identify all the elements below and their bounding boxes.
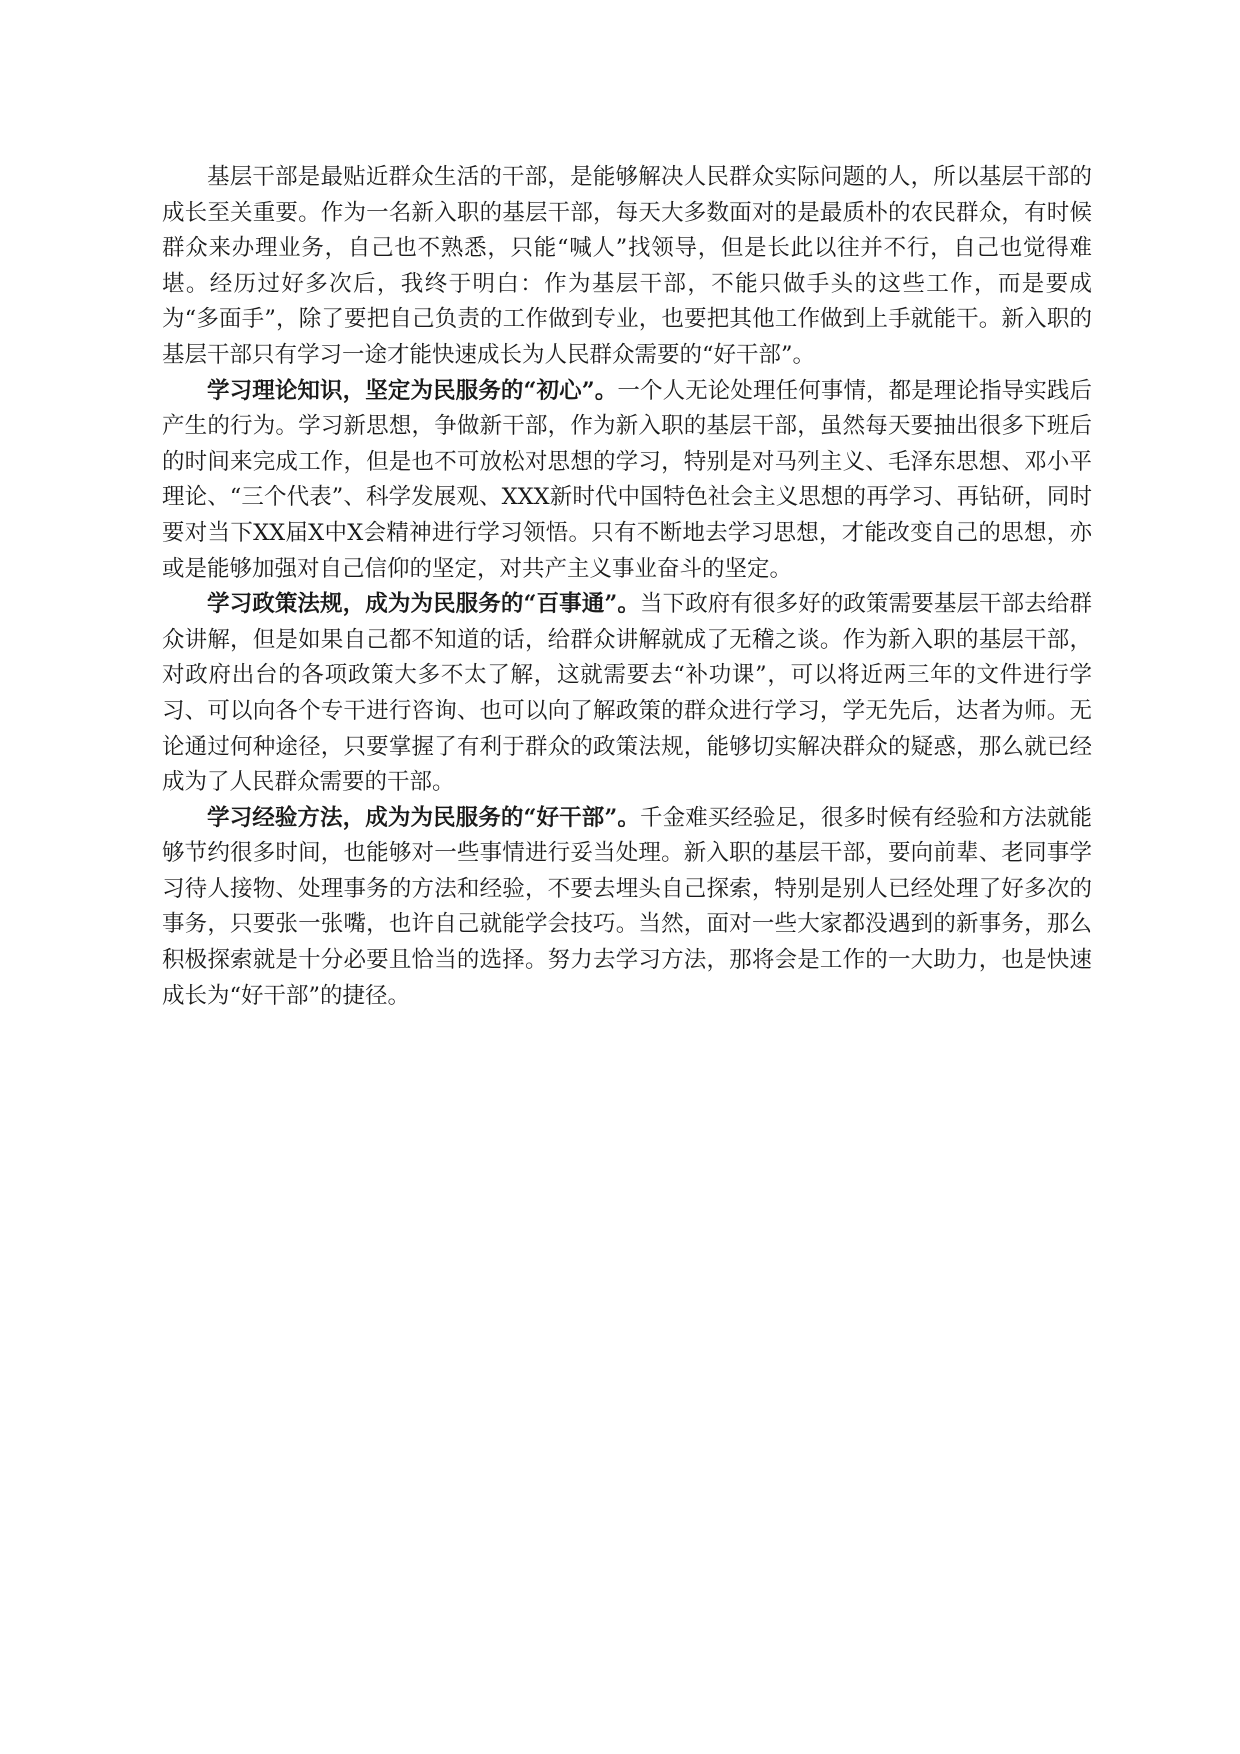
section-paragraph-policy [162, 587, 1092, 801]
section-heading-theory: 学习理论知识，坚定为民服务的“初心”。 [207, 377, 618, 404]
section-body-experience: 千金难买经验足，很多时候有经验和方法就能够节约很多时间，也能够对一些事情进行妥当处理。新入职的基层干部，要向前辈、老同事学习待人接物、处理事务的方法和经验，不要去埋头自己探索，特别是别人已经处理了好多次的事务，只要张一张嘴，也许自己就能学会技巧。当然，面对一些大家都没遇到的新事务，那么积极探索就是十分必要且恰当的选择。努力去学习方法，那将会是工作的一大助力，也是快速成长为“好干部”的捷径。 [162, 804, 1092, 1009]
document-body [162, 160, 1092, 1014]
section-paragraph-experience [162, 801, 1092, 1015]
section-heading-experience: 学习经验方法，成为为民服务的“好干部”。 [207, 804, 640, 831]
section-heading-policy: 学习政策法规，成为为民服务的“百事通”。 [207, 591, 640, 618]
section-body-theory: 一个人无论处理任何事情，都是理论指导实践后产生的行为。学习新思想，争做新干部，作为新入职的基层干部，虽然每天要抽出很多下班后的时间来完成工作，但是也不可放松对思想的学习，特别是对马列主义、毛泽东思想、邓小平理论、“三个代表”、科学发展观、XXX新时代中国特色社会主义思想的再学习、再钻研，同时要对当下XX届X中X会精神进行学习领悟。只有不断地去学习思想，才能改变自己的思想，亦或是能够加强对自己信仰的坚定，对共产主义事业奋斗的坚定。 [162, 377, 1092, 582]
intro-paragraph [162, 160, 1092, 374]
section-body-policy: 当下政府有很多好的政策需要基层干部去给群众讲解，但是如果自己都不知道的话，给群众讲解就成了无稽之谈。作为新入职的基层干部，对政府出台的各项政策大多不太了解，这就需要去“补功课”，可以将近两三年的文件进行学习、可以向各个专干进行咨询、也可以向了解政策的群众进行学习，学无先后，达者为师。无论通过何种途径，只要掌握了有利于群众的政策法规，能够切实解决群众的疑惑，那么就已经成为了人民群众需要的干部。 [162, 591, 1092, 796]
intro-text: 基层干部是最贴近群众生活的干部，是能够解决人民群众实际问题的人，所以基层干部的成长至关重要。作为一名新入职的基层干部，每天大多数面对的是最质朴的农民群众，有时候群众来办理业务，自己也不熟悉，只能“喊人”找领导，但是长此以往并不行，自己也觉得难堪。经历过好多次后，我终于明白：作为基层干部，不能只做手头的这些工作，而是要成为“多面手”，除了要把自己负责的工作做到专业，也要把其他工作做到上手就能干。新入职的基层干部只有学习一途才能快速成长为人民群众需要的“好干部”。 [162, 164, 1092, 368]
section-paragraph-theory [162, 374, 1092, 588]
